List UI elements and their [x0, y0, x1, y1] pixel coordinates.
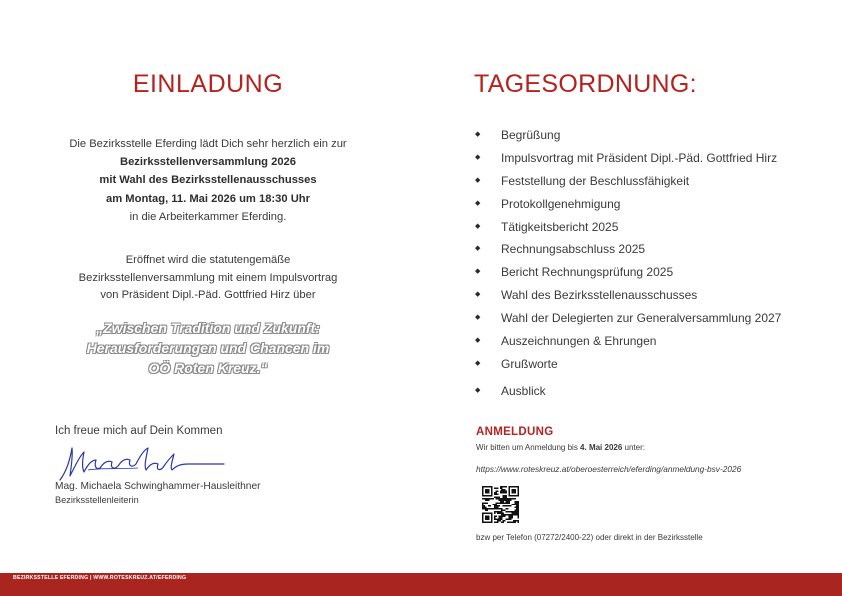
agenda-item-label: Begrüßung: [501, 128, 561, 142]
registration-url-link[interactable]: https://www.roteskreuz.at/oberoesterreich/eferding/anmeldung-bsv-2026: [476, 464, 742, 474]
agenda-list: [474, 124, 781, 403]
bullet-icon: ◆: [475, 131, 481, 138]
agenda-item-label: Protokollgenehmigung: [501, 196, 621, 211]
agenda-item: [474, 307, 781, 330]
bullet-icon: ◆: [475, 245, 481, 253]
agenda-item: [474, 170, 781, 193]
agenda-item-label: Grußworte: [501, 356, 558, 371]
agenda-item-label: Impulsvortrag mit Präsident Dipl.-Päd. Gottfried Hirz: [501, 150, 778, 165]
invite-location: in die Arbeiterkammer Eferding.: [129, 210, 287, 223]
agenda-item-label: Ausblick: [501, 383, 546, 398]
opening-line: von Präsident Dipl.-Päd. Gottfried Hirz über: [100, 289, 316, 301]
qr-code[interactable]: [482, 486, 519, 523]
footer-text: BEZIRKSSTELLE EFERDING | WWW.ROTESKREUZ.AT/EFERDING: [13, 575, 187, 581]
invitation-text: [40, 135, 376, 226]
agenda-item-label: Feststellung der Beschlussfähigkeit: [501, 173, 690, 188]
agenda-item-label: Wahl der Delegierten zur Generalversammlung 2027: [501, 311, 782, 326]
registration-deadline: 4. Mai 2026: [580, 443, 623, 452]
opening-line: Bezirksstellenversammlung mit einem Impulsvortrag: [78, 271, 338, 284]
opening-text: [40, 252, 376, 305]
registration-phone-text: bzw per Telefon (07272/2400-22) oder direkt in der Bezirksstelle: [476, 533, 703, 542]
agenda-item-label: Bericht Rechnungsprüfung 2025: [501, 265, 674, 280]
agenda-title: TAGESORDNUNG:: [474, 70, 697, 98]
registration-text: [476, 443, 645, 452]
bullet-icon: ◆: [475, 386, 481, 394]
agenda-item: [474, 380, 781, 403]
bullet-icon: ◆: [475, 268, 481, 276]
agenda-item: [474, 216, 781, 239]
invite-election: mit Wahl des Bezirksstellenausschusses: [99, 174, 317, 187]
quote-line: „Zwischen Tradition und Zukunft:: [96, 320, 320, 336]
registration-title: ANMELDUNG: [476, 426, 554, 438]
invite-date-time: am Montag, 11. Mai 2026 um 18:30 Uhr: [106, 192, 310, 205]
quote-line: OÖ Roten Kreuz.“: [148, 360, 268, 376]
agenda-item: [474, 284, 781, 307]
bullet-icon: ◆: [475, 176, 481, 184]
invitation-title: EINLADUNG: [132, 70, 284, 98]
agenda-item-label: Wahl des Bezirksstellenausschusses: [501, 288, 698, 303]
agenda-item: [474, 261, 781, 284]
agenda-item: [474, 124, 781, 147]
agenda-item: [474, 353, 781, 376]
footer-bar: [0, 573, 842, 596]
agenda-item-label: Rechnungsabschluss 2025: [501, 242, 646, 257]
agenda-item: [474, 330, 781, 353]
lecture-title-quote: [40, 318, 376, 378]
opening-line: Eröffnet wird die statutengemäße: [125, 254, 291, 266]
bullet-icon: ◆: [475, 153, 481, 161]
agenda-item: [474, 147, 781, 170]
signer-role: Bezirksstellenleiterin: [55, 495, 139, 505]
agenda-item: [474, 193, 781, 216]
bullet-icon: ◆: [475, 337, 481, 345]
bullet-icon: ◆: [475, 291, 481, 299]
agenda-item-label: Tätigkeitsbericht 2025: [501, 219, 619, 234]
registration-text-before: Wir bitten um Anmeldung bis: [476, 443, 581, 452]
registration-text-after: unter:: [622, 443, 645, 452]
bullet-icon: ◆: [475, 222, 481, 230]
invite-line: Die Bezirksstelle Eferding lädt Dich sehr herzlich ein zur: [69, 138, 347, 150]
bullet-icon: ◆: [475, 314, 481, 322]
invite-event-name: Bezirksstellenversammlung 2026: [120, 156, 296, 169]
closing-line: Ich freue mich auf Dein Kommen: [55, 425, 223, 437]
bullet-icon: ◆: [475, 359, 481, 367]
bullet-icon: ◆: [475, 199, 481, 207]
agenda-item-label: Auszeichnungen & Ehrungen: [501, 334, 657, 349]
agenda-item: [474, 238, 781, 261]
handwritten-signature: [58, 442, 228, 484]
quote-line: Herausforderungen und Chancen im: [86, 340, 330, 356]
signer-name: Mag. Michaela Schwinghammer-Hausleithner: [55, 481, 261, 492]
